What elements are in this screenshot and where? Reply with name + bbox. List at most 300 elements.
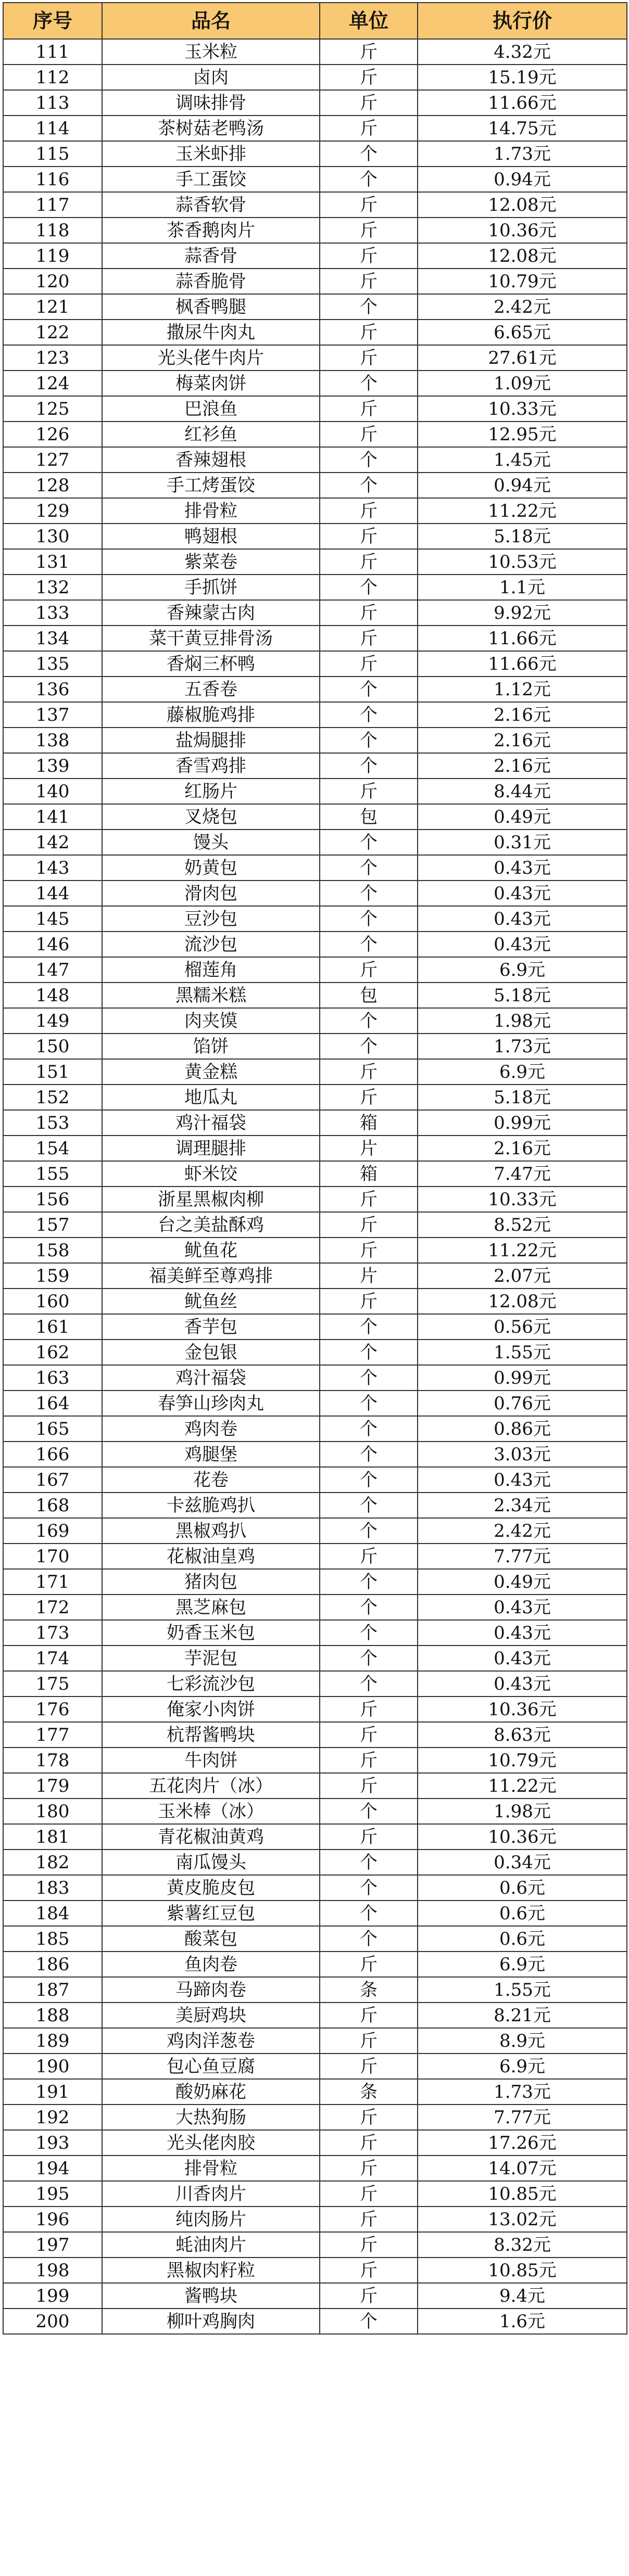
unit-cell: 个 [320, 932, 418, 957]
serial-number-cell: 177 [3, 1722, 102, 1748]
price-cell: 2.07元 [418, 1263, 627, 1289]
price-cell: 8.9元 [418, 2028, 627, 2054]
serial-number-cell: 154 [3, 1136, 102, 1161]
price-cell: 7.77元 [418, 2105, 627, 2130]
price-cell: 10.85元 [418, 2181, 627, 2207]
serial-number-cell: 174 [3, 1646, 102, 1671]
product-name-cell: 杭帮酱鸭块 [102, 1722, 320, 1748]
product-name-cell: 黑椒鸡扒 [102, 1518, 320, 1544]
table-row [3, 167, 627, 192]
table-row [3, 1467, 627, 1493]
unit-cell: 个 [320, 1391, 418, 1416]
serial-number-cell: 128 [3, 473, 102, 498]
table-row [3, 2028, 627, 2054]
serial-number-cell: 153 [3, 1110, 102, 1136]
product-name-cell: 紫薯红豆包 [102, 1901, 320, 1926]
product-name-cell: 茶香鹅肉片 [102, 218, 320, 243]
header-price: 执行价 [418, 3, 627, 39]
product-name-cell: 排骨粒 [102, 498, 320, 524]
serial-number-cell: 137 [3, 702, 102, 728]
price-cell: 0.99元 [418, 1110, 627, 1136]
price-cell: 0.99元 [418, 1365, 627, 1391]
price-cell: 0.6元 [418, 1875, 627, 1901]
table-row [3, 1595, 627, 1620]
price-cell: 9.4元 [418, 2283, 627, 2309]
serial-number-cell: 188 [3, 2003, 102, 2028]
product-name-cell: 鸡汁福袋 [102, 1365, 320, 1391]
price-cell: 5.18元 [418, 983, 627, 1008]
product-name-cell: 五花肉片（冰） [102, 1773, 320, 1799]
price-cell: 2.42元 [418, 294, 627, 320]
serial-number-cell: 181 [3, 1824, 102, 1850]
serial-number-cell: 176 [3, 1697, 102, 1722]
table-row [3, 2156, 627, 2181]
serial-number-cell: 182 [3, 1850, 102, 1875]
table-row [3, 1850, 627, 1875]
serial-number-cell: 165 [3, 1416, 102, 1442]
unit-cell: 斤 [320, 2156, 418, 2181]
product-name-cell: 梅菜肉饼 [102, 371, 320, 396]
serial-number-cell: 118 [3, 218, 102, 243]
product-name-cell: 黑芝麻包 [102, 1595, 320, 1620]
serial-number-cell: 171 [3, 1569, 102, 1595]
product-name-cell: 蚝油肉片 [102, 2232, 320, 2258]
table-row [3, 1518, 627, 1544]
product-name-cell: 香辣翅根 [102, 447, 320, 473]
product-name-cell: 酸菜包 [102, 1926, 320, 1952]
table-body [3, 39, 627, 2334]
serial-number-cell: 130 [3, 524, 102, 549]
table-row [3, 294, 627, 320]
unit-cell: 个 [320, 855, 418, 881]
unit-cell: 个 [320, 1518, 418, 1544]
product-name-cell: 南瓜馒头 [102, 1850, 320, 1875]
price-cell: 0.43元 [418, 932, 627, 957]
table-row [3, 1314, 627, 1340]
product-name-cell: 牛肉饼 [102, 1748, 320, 1773]
product-name-cell: 玉米棒（冰） [102, 1799, 320, 1824]
header-serial-number: 序号 [3, 3, 102, 39]
product-name-cell: 春笋山珍肉丸 [102, 1391, 320, 1416]
table-row [3, 2181, 627, 2207]
unit-cell: 斤 [320, 2207, 418, 2232]
table-row [3, 779, 627, 804]
price-cell: 12.95元 [418, 422, 627, 447]
unit-cell: 斤 [320, 1952, 418, 1977]
serial-number-cell: 117 [3, 192, 102, 218]
table-row [3, 320, 627, 345]
table-row [3, 1824, 627, 1850]
price-cell: 5.18元 [418, 1085, 627, 1110]
serial-number-cell: 155 [3, 1161, 102, 1187]
product-name-cell: 手工蛋饺 [102, 167, 320, 192]
product-name-cell: 卡兹脆鸡扒 [102, 1493, 320, 1518]
table-row [3, 1416, 627, 1442]
serial-number-cell: 126 [3, 422, 102, 447]
table-row [3, 116, 627, 141]
price-cell: 12.08元 [418, 243, 627, 269]
unit-cell: 斤 [320, 1824, 418, 1850]
serial-number-cell: 194 [3, 2156, 102, 2181]
price-cell: 15.19元 [418, 65, 627, 90]
table-row [3, 396, 627, 422]
unit-cell: 个 [320, 167, 418, 192]
unit-cell: 斤 [320, 192, 418, 218]
product-name-cell: 红衫鱼 [102, 422, 320, 447]
price-cell: 2.16元 [418, 1136, 627, 1161]
unit-cell: 斤 [320, 345, 418, 371]
serial-number-cell: 164 [3, 1391, 102, 1416]
table-row [3, 753, 627, 779]
price-cell: 11.66元 [418, 651, 627, 677]
table-row [3, 1952, 627, 1977]
table-row [3, 1620, 627, 1646]
product-name-cell: 鱿鱼花 [102, 1238, 320, 1263]
price-cell: 0.6元 [418, 1901, 627, 1926]
product-name-cell: 七彩流沙包 [102, 1671, 320, 1697]
price-cell: 1.98元 [418, 1799, 627, 1824]
product-name-cell: 鸡汁福袋 [102, 1110, 320, 1136]
unit-cell: 斤 [320, 1085, 418, 1110]
table-row [3, 2232, 627, 2258]
price-cell: 1.73元 [418, 141, 627, 167]
product-name-cell: 流沙包 [102, 932, 320, 957]
unit-cell: 斤 [320, 90, 418, 116]
product-name-cell: 滑肉包 [102, 881, 320, 906]
unit-cell: 箱 [320, 1110, 418, 1136]
serial-number-cell: 146 [3, 932, 102, 957]
price-cell: 12.08元 [418, 1289, 627, 1314]
price-cell: 8.63元 [418, 1722, 627, 1748]
product-name-cell: 藤椒脆鸡排 [102, 702, 320, 728]
unit-cell: 箱 [320, 1161, 418, 1187]
price-cell: 1.73元 [418, 1034, 627, 1059]
unit-cell: 斤 [320, 65, 418, 90]
table-row [3, 855, 627, 881]
product-name-cell: 鸡肉卷 [102, 1416, 320, 1442]
unit-cell: 个 [320, 728, 418, 753]
product-name-cell: 蒜香软骨 [102, 192, 320, 218]
serial-number-cell: 161 [3, 1314, 102, 1340]
unit-cell: 斤 [320, 2283, 418, 2309]
unit-cell: 个 [320, 473, 418, 498]
unit-cell: 斤 [320, 422, 418, 447]
price-cell: 2.16元 [418, 728, 627, 753]
product-name-cell: 玉米虾排 [102, 141, 320, 167]
price-cell: 8.44元 [418, 779, 627, 804]
price-cell: 27.61元 [418, 345, 627, 371]
serial-number-cell: 187 [3, 1977, 102, 2003]
product-name-cell: 调理腿排 [102, 1136, 320, 1161]
price-cell: 1.45元 [418, 447, 627, 473]
unit-cell: 个 [320, 141, 418, 167]
price-cell: 10.36元 [418, 1824, 627, 1850]
product-name-cell: 蒜香脆骨 [102, 269, 320, 294]
product-name-cell: 玉米粒 [102, 39, 320, 65]
unit-cell: 斤 [320, 2130, 418, 2156]
price-cell: 0.43元 [418, 1467, 627, 1493]
table-row [3, 2003, 627, 2028]
price-cell: 1.55元 [418, 1340, 627, 1365]
unit-cell: 斤 [320, 1212, 418, 1238]
serial-number-cell: 148 [3, 983, 102, 1008]
unit-cell: 斤 [320, 1722, 418, 1748]
table-row [3, 1722, 627, 1748]
price-cell: 1.98元 [418, 1008, 627, 1034]
unit-cell: 个 [320, 1671, 418, 1697]
product-name-cell: 鱿鱼丝 [102, 1289, 320, 1314]
serial-number-cell: 186 [3, 1952, 102, 1977]
unit-cell: 个 [320, 881, 418, 906]
unit-cell: 个 [320, 294, 418, 320]
table-row [3, 1671, 627, 1697]
serial-number-cell: 112 [3, 65, 102, 90]
table-row [3, 1391, 627, 1416]
price-cell: 6.65元 [418, 320, 627, 345]
serial-number-cell: 173 [3, 1620, 102, 1646]
price-cell: 2.16元 [418, 753, 627, 779]
unit-cell: 斤 [320, 1773, 418, 1799]
product-name-cell: 豆沙包 [102, 906, 320, 932]
price-cell: 4.32元 [418, 39, 627, 65]
table-row [3, 702, 627, 728]
price-cell: 0.34元 [418, 1850, 627, 1875]
serial-number-cell: 127 [3, 447, 102, 473]
price-cell: 1.1元 [418, 575, 627, 600]
table-row [3, 1773, 627, 1799]
product-name-cell: 花椒油皇鸡 [102, 1544, 320, 1569]
table-row [3, 1238, 627, 1263]
product-name-cell: 纯肉肠片 [102, 2207, 320, 2232]
serial-number-cell: 189 [3, 2028, 102, 2054]
price-cell: 2.16元 [418, 702, 627, 728]
table-row [3, 422, 627, 447]
table-row [3, 345, 627, 371]
serial-number-cell: 131 [3, 549, 102, 575]
price-cell: 11.22元 [418, 498, 627, 524]
price-cell: 6.9元 [418, 957, 627, 983]
table-row [3, 2309, 627, 2334]
table-row [3, 1212, 627, 1238]
serial-number-cell: 163 [3, 1365, 102, 1391]
price-cell: 17.26元 [418, 2130, 627, 2156]
price-cell: 6.9元 [418, 1952, 627, 1977]
serial-number-cell: 114 [3, 116, 102, 141]
table-row [3, 269, 627, 294]
product-name-cell: 黑椒肉籽粒 [102, 2258, 320, 2283]
product-name-cell: 俺家小肉饼 [102, 1697, 320, 1722]
product-name-cell: 猪肉包 [102, 1569, 320, 1595]
unit-cell: 斤 [320, 779, 418, 804]
product-name-cell: 手抓饼 [102, 575, 320, 600]
price-cell: 9.92元 [418, 600, 627, 626]
unit-cell: 斤 [320, 2232, 418, 2258]
serial-number-cell: 147 [3, 957, 102, 983]
price-cell: 11.66元 [418, 90, 627, 116]
price-cell: 14.07元 [418, 2156, 627, 2181]
price-cell: 11.22元 [418, 1238, 627, 1263]
table-row [3, 2207, 627, 2232]
unit-cell: 个 [320, 830, 418, 855]
price-cell: 8.21元 [418, 2003, 627, 2028]
product-name-cell: 青花椒油黄鸡 [102, 1824, 320, 1850]
serial-number-cell: 152 [3, 1085, 102, 1110]
serial-number-cell: 133 [3, 600, 102, 626]
unit-cell: 斤 [320, 2054, 418, 2079]
price-cell: 10.33元 [418, 1187, 627, 1212]
table-row [3, 1875, 627, 1901]
table-row [3, 1008, 627, 1034]
unit-cell: 个 [320, 1850, 418, 1875]
serial-number-cell: 156 [3, 1187, 102, 1212]
serial-number-cell: 170 [3, 1544, 102, 1569]
table-row [3, 1289, 627, 1314]
price-cell: 2.34元 [418, 1493, 627, 1518]
serial-number-cell: 168 [3, 1493, 102, 1518]
header-product-name: 品名 [102, 3, 320, 39]
serial-number-cell: 160 [3, 1289, 102, 1314]
table-row [3, 626, 627, 651]
product-name-cell: 卤肉 [102, 65, 320, 90]
price-cell: 0.43元 [418, 1595, 627, 1620]
unit-cell: 个 [320, 1034, 418, 1059]
table-row [3, 243, 627, 269]
serial-number-cell: 121 [3, 294, 102, 320]
product-name-cell: 鸭翅根 [102, 524, 320, 549]
unit-cell: 个 [320, 371, 418, 396]
serial-number-cell: 190 [3, 2054, 102, 2079]
table-row [3, 2283, 627, 2309]
table-row [3, 1034, 627, 1059]
table-row [3, 141, 627, 167]
unit-cell: 条 [320, 2079, 418, 2105]
unit-cell: 斤 [320, 396, 418, 422]
serial-number-cell: 143 [3, 855, 102, 881]
table-row [3, 371, 627, 396]
unit-cell: 斤 [320, 218, 418, 243]
table-row [3, 1110, 627, 1136]
price-cell: 0.31元 [418, 830, 627, 855]
table-row [3, 192, 627, 218]
serial-number-cell: 192 [3, 2105, 102, 2130]
table-row [3, 957, 627, 983]
price-cell: 1.12元 [418, 677, 627, 702]
price-cell: 1.09元 [418, 371, 627, 396]
unit-cell: 个 [320, 1926, 418, 1952]
table-row [3, 1161, 627, 1187]
unit-cell: 斤 [320, 1187, 418, 1212]
product-name-cell: 川香肉片 [102, 2181, 320, 2207]
table-row [3, 1085, 627, 1110]
unit-cell: 斤 [320, 2181, 418, 2207]
serial-number-cell: 196 [3, 2207, 102, 2232]
table-row [3, 1544, 627, 1569]
table-row [3, 1263, 627, 1289]
product-name-cell: 酸奶麻花 [102, 2079, 320, 2105]
serial-number-cell: 193 [3, 2130, 102, 2156]
serial-number-cell: 123 [3, 345, 102, 371]
unit-cell: 斤 [320, 626, 418, 651]
price-cell: 0.49元 [418, 1569, 627, 1595]
product-name-cell: 鱼肉卷 [102, 1952, 320, 1977]
product-name-cell: 香雪鸡排 [102, 753, 320, 779]
serial-number-cell: 180 [3, 1799, 102, 1824]
price-cell: 0.49元 [418, 804, 627, 830]
product-name-cell: 五香卷 [102, 677, 320, 702]
table-row [3, 2105, 627, 2130]
unit-cell: 斤 [320, 651, 418, 677]
unit-cell: 斤 [320, 1238, 418, 1263]
serial-number-cell: 167 [3, 1467, 102, 1493]
table-row [3, 830, 627, 855]
table-row [3, 1442, 627, 1467]
price-cell: 2.42元 [418, 1518, 627, 1544]
serial-number-cell: 122 [3, 320, 102, 345]
serial-number-cell: 115 [3, 141, 102, 167]
table-row [3, 1365, 627, 1391]
product-name-cell: 红肠片 [102, 779, 320, 804]
serial-number-cell: 198 [3, 2258, 102, 2283]
serial-number-cell: 150 [3, 1034, 102, 1059]
table-row [3, 218, 627, 243]
unit-cell: 个 [320, 1569, 418, 1595]
unit-cell: 包 [320, 804, 418, 830]
serial-number-cell: 124 [3, 371, 102, 396]
unit-cell: 个 [320, 1340, 418, 1365]
price-cell: 0.43元 [418, 906, 627, 932]
product-name-cell: 芋泥包 [102, 1646, 320, 1671]
price-cell: 14.75元 [418, 116, 627, 141]
table-row [3, 1187, 627, 1212]
table-row [3, 728, 627, 753]
table-row [3, 1799, 627, 1824]
table-header [3, 3, 627, 39]
product-name-cell: 盐焗腿排 [102, 728, 320, 753]
product-name-cell: 鸡肉洋葱卷 [102, 2028, 320, 2054]
unit-cell: 个 [320, 1416, 418, 1442]
serial-number-cell: 197 [3, 2232, 102, 2258]
table-row [3, 1569, 627, 1595]
unit-cell: 斤 [320, 524, 418, 549]
unit-cell: 个 [320, 1646, 418, 1671]
unit-cell: 个 [320, 1467, 418, 1493]
serial-number-cell: 158 [3, 1238, 102, 1263]
product-name-cell: 柳叶鸡胸肉 [102, 2309, 320, 2334]
price-cell: 0.43元 [418, 1646, 627, 1671]
product-name-cell: 黄皮脆皮包 [102, 1875, 320, 1901]
unit-cell: 个 [320, 1493, 418, 1518]
price-cell: 1.73元 [418, 2079, 627, 2105]
table-row [3, 65, 627, 90]
product-name-cell: 蒜香骨 [102, 243, 320, 269]
unit-cell: 片 [320, 1263, 418, 1289]
serial-number-cell: 183 [3, 1875, 102, 1901]
price-table [3, 2, 627, 2335]
unit-cell: 斤 [320, 600, 418, 626]
price-cell: 8.32元 [418, 2232, 627, 2258]
price-cell: 1.55元 [418, 1977, 627, 2003]
header-row [3, 3, 627, 39]
price-cell: 0.6元 [418, 1926, 627, 1952]
product-name-cell: 金包银 [102, 1340, 320, 1365]
unit-cell: 个 [320, 906, 418, 932]
table-row [3, 906, 627, 932]
product-name-cell: 酱鸭块 [102, 2283, 320, 2309]
table-row [3, 2079, 627, 2105]
serial-number-cell: 129 [3, 498, 102, 524]
unit-cell: 斤 [320, 1697, 418, 1722]
price-cell: 8.52元 [418, 1212, 627, 1238]
